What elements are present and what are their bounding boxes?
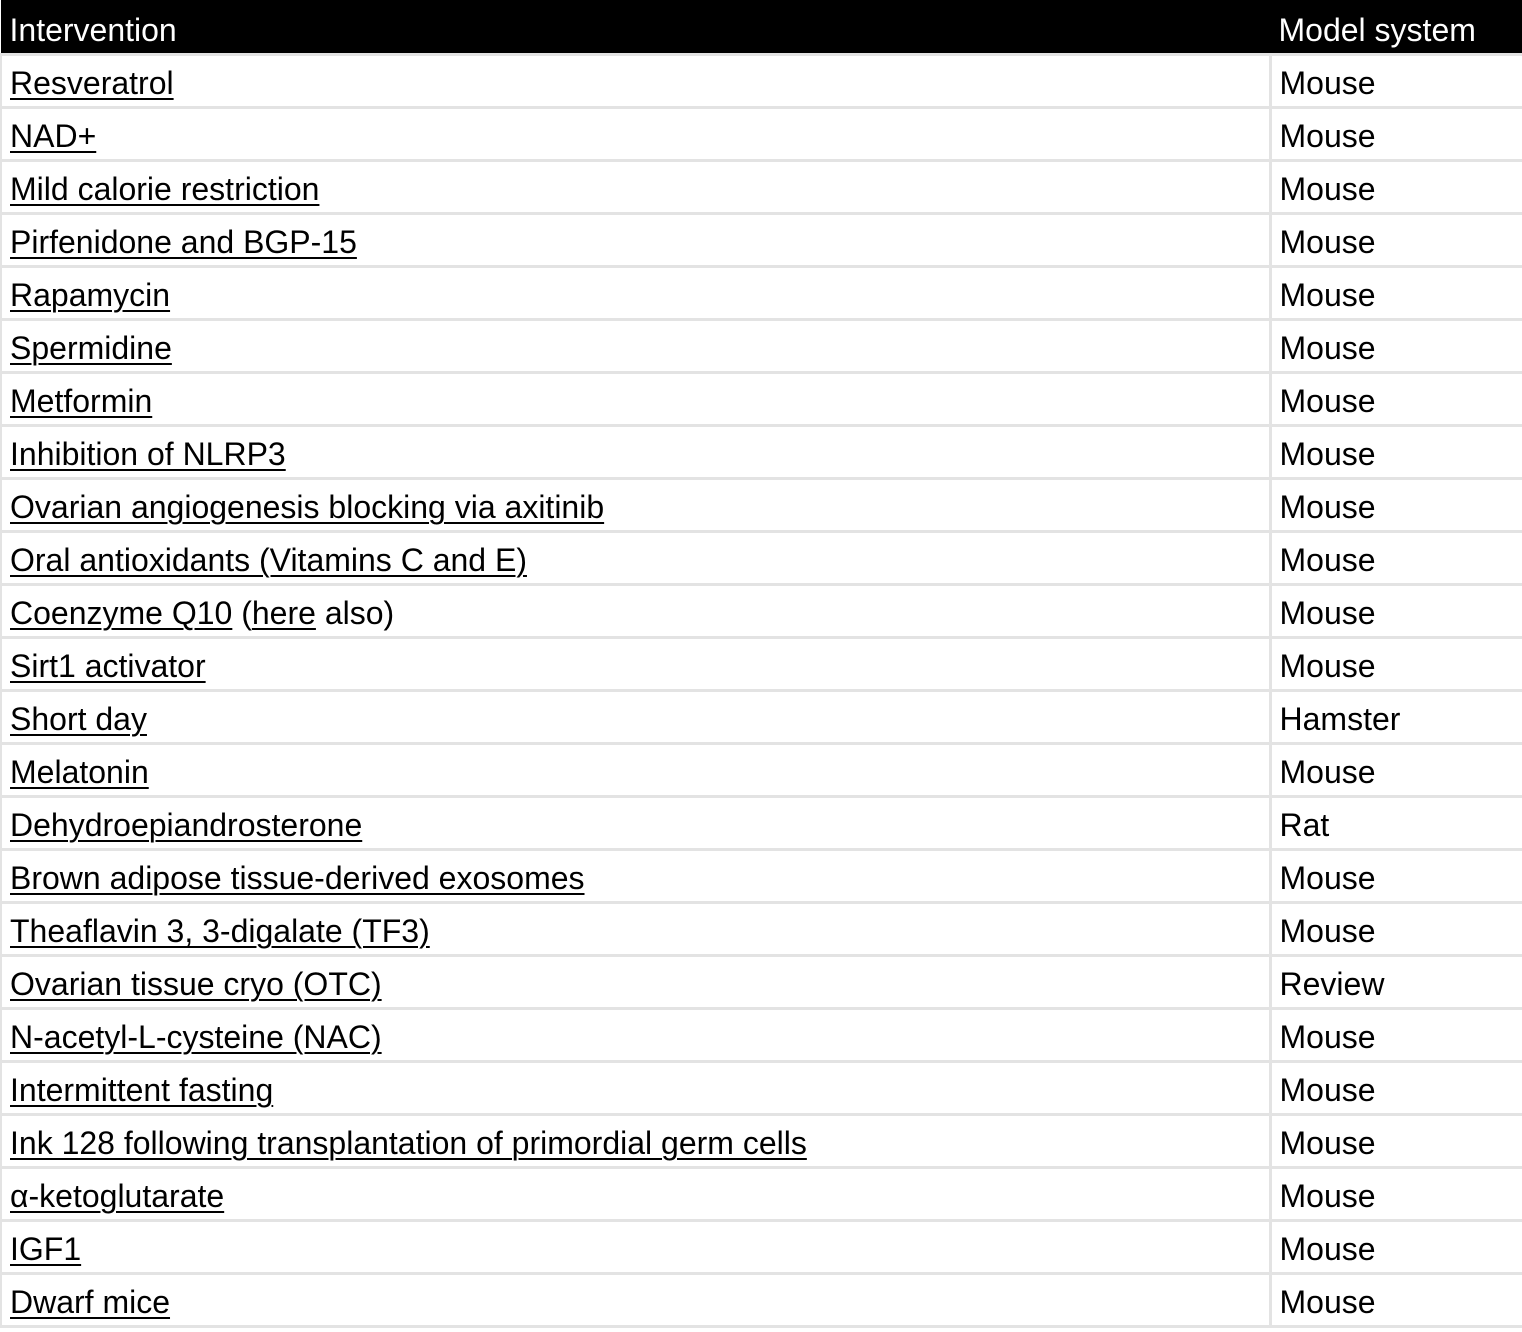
model-system-cell: Mouse bbox=[1270, 850, 1522, 903]
column-header-model-system: Model system bbox=[1270, 1, 1522, 55]
table-header bbox=[1, 1, 1522, 55]
table-row bbox=[1, 744, 1522, 797]
model-system-cell: Mouse bbox=[1270, 638, 1522, 691]
model-system-cell: Mouse bbox=[1270, 1009, 1522, 1062]
intervention-cell bbox=[1, 638, 1270, 691]
intervention-cell bbox=[1, 691, 1270, 744]
model-system-cell: Mouse bbox=[1270, 1062, 1522, 1115]
intervention-link[interactable]: Spermidine bbox=[10, 330, 172, 366]
intervention-link[interactable]: Inhibition of NLRP3 bbox=[10, 436, 286, 472]
model-system-cell: Mouse bbox=[1270, 320, 1522, 373]
table-row bbox=[1, 638, 1522, 691]
intervention-cell bbox=[1, 214, 1270, 267]
intervention-cell bbox=[1, 1009, 1270, 1062]
intervention-note-close: also) bbox=[315, 595, 395, 631]
model-system-cell: Rat bbox=[1270, 797, 1522, 850]
model-system-cell: Mouse bbox=[1270, 1221, 1522, 1274]
intervention-cell bbox=[1, 108, 1270, 161]
intervention-link[interactable]: Mild calorie restriction bbox=[10, 171, 320, 207]
table-row bbox=[1, 956, 1522, 1009]
intervention-cell bbox=[1, 956, 1270, 1009]
intervention-cell bbox=[1, 161, 1270, 214]
intervention-link[interactable]: Short day bbox=[10, 701, 147, 737]
intervention-link[interactable]: Metformin bbox=[10, 383, 153, 419]
model-system-cell: Mouse bbox=[1270, 373, 1522, 426]
intervention-link[interactable]: α-ketoglutarate bbox=[10, 1178, 225, 1214]
intervention-cell bbox=[1, 1168, 1270, 1221]
table-row bbox=[1, 1221, 1522, 1274]
intervention-cell bbox=[1, 585, 1270, 638]
table-row bbox=[1, 532, 1522, 585]
table-row bbox=[1, 373, 1522, 426]
intervention-link[interactable]: Coenzyme Q10 bbox=[10, 595, 233, 631]
intervention-link[interactable]: Ovarian tissue cryo (OTC) bbox=[10, 966, 382, 1002]
table-row bbox=[1, 1062, 1522, 1115]
table-row bbox=[1, 1115, 1522, 1168]
intervention-note-open: ( bbox=[232, 595, 252, 631]
intervention-link[interactable]: Oral antioxidants (Vitamins C and E) bbox=[10, 542, 527, 578]
table-row bbox=[1, 55, 1522, 108]
model-system-cell: Mouse bbox=[1270, 479, 1522, 532]
intervention-cell bbox=[1, 1274, 1270, 1327]
intervention-link[interactable]: Ovarian angiogenesis blocking via axitinib bbox=[10, 489, 605, 525]
intervention-cell bbox=[1, 479, 1270, 532]
table-row bbox=[1, 320, 1522, 373]
intervention-link[interactable]: IGF1 bbox=[10, 1231, 82, 1267]
intervention-cell bbox=[1, 1062, 1270, 1115]
intervention-link[interactable]: Brown adipose tissue-derived exosomes bbox=[10, 860, 585, 896]
model-system-cell: Mouse bbox=[1270, 744, 1522, 797]
intervention-link[interactable]: Ink 128 following transplantation of primordial germ cells bbox=[10, 1125, 807, 1161]
model-system-cell: Mouse bbox=[1270, 1168, 1522, 1221]
intervention-link[interactable]: Rapamycin bbox=[10, 277, 171, 313]
model-system-cell: Mouse bbox=[1270, 161, 1522, 214]
intervention-cell bbox=[1, 903, 1270, 956]
table-row bbox=[1, 108, 1522, 161]
table-row bbox=[1, 214, 1522, 267]
table-row bbox=[1, 1274, 1522, 1327]
model-system-cell: Mouse bbox=[1270, 903, 1522, 956]
model-system-cell: Mouse bbox=[1270, 267, 1522, 320]
intervention-cell bbox=[1, 55, 1270, 108]
intervention-cell bbox=[1, 1221, 1270, 1274]
intervention-cell bbox=[1, 797, 1270, 850]
model-system-cell: Mouse bbox=[1270, 426, 1522, 479]
model-system-cell: Mouse bbox=[1270, 214, 1522, 267]
model-system-cell: Hamster bbox=[1270, 691, 1522, 744]
intervention-cell bbox=[1, 373, 1270, 426]
intervention-link[interactable]: Dehydroepiandrosterone bbox=[10, 807, 363, 843]
intervention-cell bbox=[1, 267, 1270, 320]
intervention-link[interactable]: N-acetyl-L-cysteine (NAC) bbox=[10, 1019, 382, 1055]
model-system-cell: Mouse bbox=[1270, 585, 1522, 638]
intervention-link[interactable]: Intermittent fasting bbox=[10, 1072, 274, 1108]
header-row bbox=[1, 1, 1522, 55]
intervention-link[interactable]: NAD+ bbox=[10, 118, 97, 154]
table-row bbox=[1, 426, 1522, 479]
table-row bbox=[1, 903, 1522, 956]
model-system-cell: Mouse bbox=[1270, 108, 1522, 161]
intervention-cell bbox=[1, 532, 1270, 585]
intervention-cell bbox=[1, 426, 1270, 479]
table-row bbox=[1, 691, 1522, 744]
model-system-cell: Mouse bbox=[1270, 1115, 1522, 1168]
model-system-cell: Mouse bbox=[1270, 532, 1522, 585]
column-header-intervention: Intervention bbox=[1, 1, 1270, 55]
model-system-cell: Mouse bbox=[1270, 1274, 1522, 1327]
intervention-link[interactable]: Pirfenidone and BGP-15 bbox=[10, 224, 357, 260]
table-row bbox=[1, 161, 1522, 214]
intervention-link[interactable]: Dwarf mice bbox=[10, 1284, 171, 1320]
table-row bbox=[1, 1168, 1522, 1221]
intervention-cell bbox=[1, 1115, 1270, 1168]
table-row bbox=[1, 585, 1522, 638]
model-system-cell: Mouse bbox=[1270, 55, 1522, 108]
model-system-cell: Review bbox=[1270, 956, 1522, 1009]
table-row bbox=[1, 850, 1522, 903]
intervention-cell bbox=[1, 744, 1270, 797]
intervention-link[interactable]: Sirt1 activator bbox=[10, 648, 206, 684]
table-row bbox=[1, 1009, 1522, 1062]
intervention-cell bbox=[1, 320, 1270, 373]
intervention-link[interactable]: Resveratrol bbox=[10, 65, 174, 101]
intervention-link[interactable]: Theaflavin 3, 3-digalate (TF3) bbox=[10, 913, 430, 949]
table-row bbox=[1, 267, 1522, 320]
table-body bbox=[1, 55, 1522, 1327]
intervention-link[interactable]: Melatonin bbox=[10, 754, 149, 790]
table-row bbox=[1, 479, 1522, 532]
intervention-extra-link[interactable]: here bbox=[251, 595, 316, 631]
intervention-cell bbox=[1, 850, 1270, 903]
table-row bbox=[1, 797, 1522, 850]
